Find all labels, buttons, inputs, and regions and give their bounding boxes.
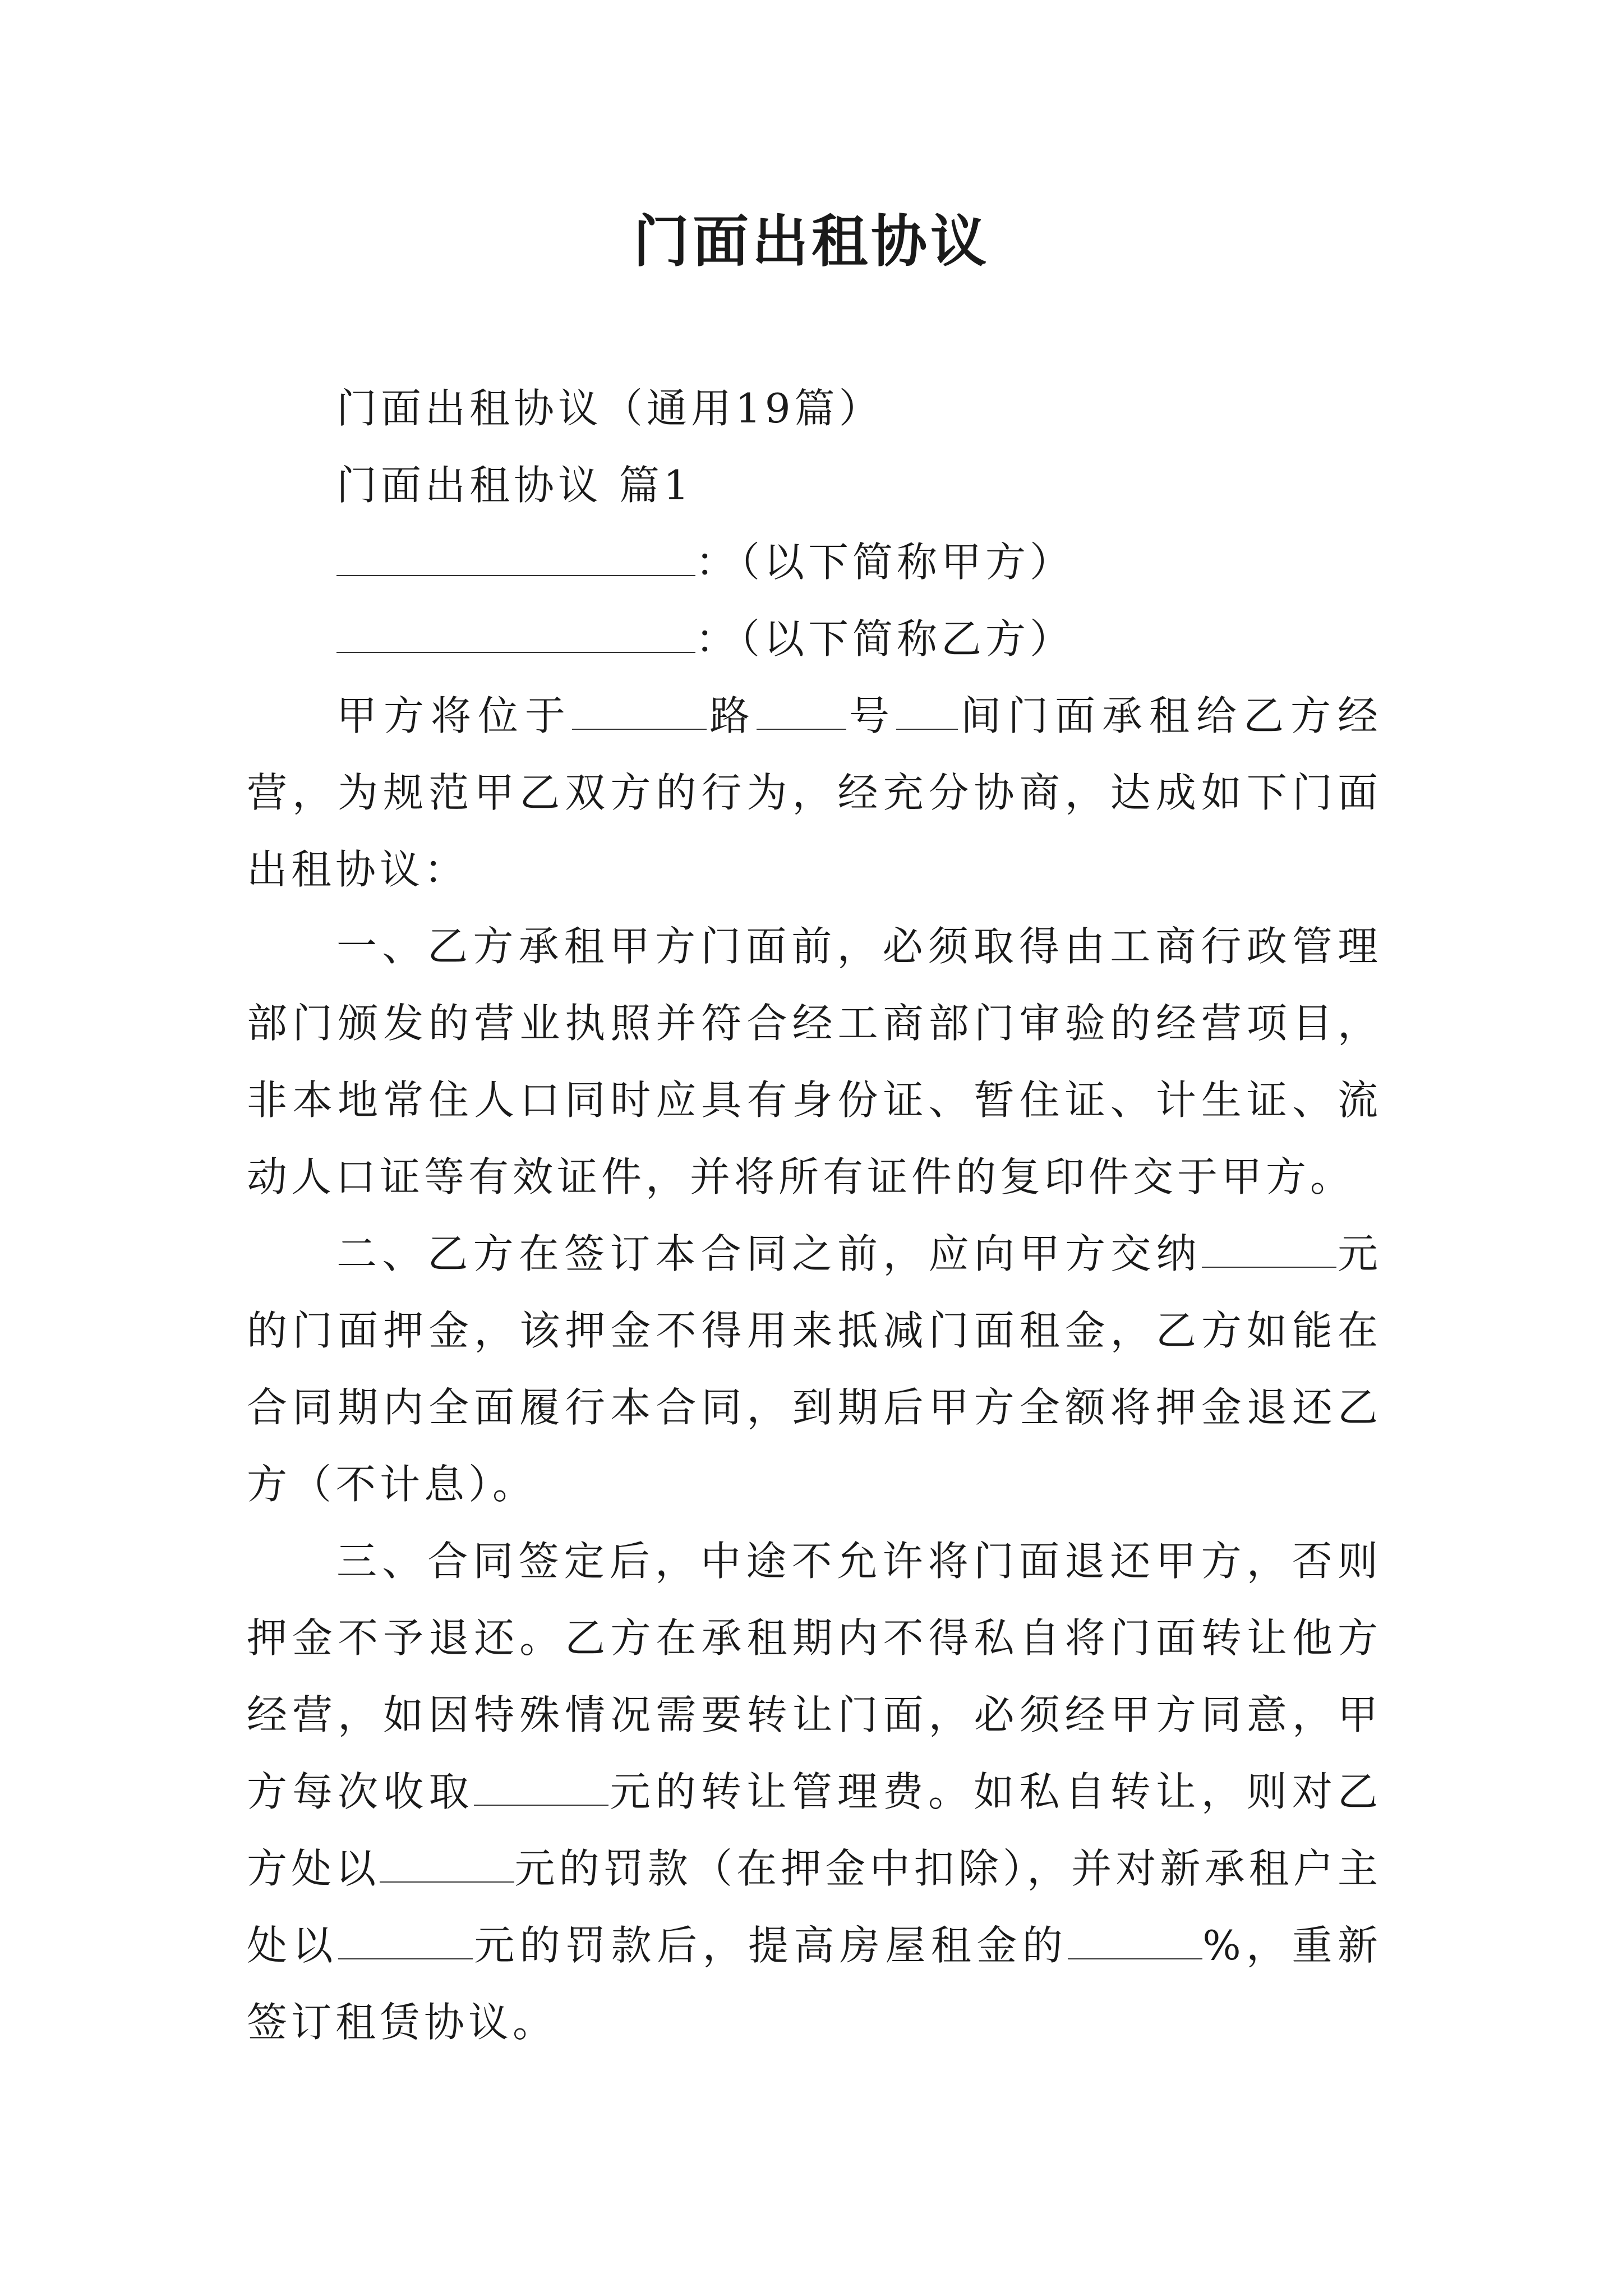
address-road-blank <box>572 695 707 730</box>
intro-text-3: 号 <box>846 692 896 739</box>
document-subtitle: 门面出租协议（通用19篇） <box>336 385 883 432</box>
clause-3-text-4: 元的罚款后，提高房屋租金的 <box>472 1922 1068 1969</box>
clause-3-text-1: 三、合同签定后，中途不允许将门面退还甲方，否则押金不予退还。乙方在承租期内不得私自将门面转让他方经营，如因特殊情况需要转让门面，必须经甲方同意，甲方每次收取 <box>247 1538 1382 1815</box>
section-heading: 门面出租协议 篇1 <box>336 462 693 509</box>
intro-text-2: 路 <box>706 692 757 739</box>
clause-2-paragraph <box>247 1216 1382 1523</box>
intro-text-1: 甲方将位于 <box>336 692 572 739</box>
document-title: 门面出租协议 <box>633 208 990 274</box>
party-b-suffix: ：（以下简称乙方） <box>695 615 1075 662</box>
new-tenant-fine-blank <box>338 1925 473 1959</box>
document-body <box>247 370 1382 2061</box>
party-b-blank <box>336 618 695 653</box>
party-a-suffix: ：（以下简称甲方） <box>695 539 1075 586</box>
clause-2-text-2: 元的门面押金，该押金不得用来抵减门面租金，乙方如能在合同期内全面履行本合同，到期后甲方全额将押金退还乙方（不计息）。 <box>247 1230 1382 1508</box>
clause-1-paragraph: 一、乙方承租甲方门面前，必须取得由工商行政管理部门颁发的营业执照并符合经工商部门审验的经营项目，非本地常住人口同时应具有身份证、暂住证、计生证、流动人口证等有效证件，并将所有证件的复印件交于甲方。 <box>247 923 1382 1200</box>
clause-3-text-2: 元的转让管理费。如私自转让，则对乙方处以 <box>247 1768 1382 1892</box>
room-count-blank <box>896 695 958 730</box>
deposit-amount-blank <box>1202 1233 1336 1268</box>
address-number-blank <box>757 695 846 730</box>
party-a-line <box>247 524 1382 601</box>
party-b-line <box>247 601 1382 678</box>
rent-increase-percent-blank <box>1068 1925 1202 1959</box>
clause-3-text-5: %，重新签订租赁协议。 <box>247 1922 1382 2046</box>
party-a-blank <box>336 541 695 576</box>
intro-paragraph <box>247 678 1382 908</box>
intro-text-4: 间门面承租给乙方经营，为规范甲乙双方的行为，经充分协商，达成如下门面出租协议： <box>247 692 1382 893</box>
tenant-fine-blank <box>380 1848 514 1883</box>
clause-3-paragraph <box>247 1523 1382 2061</box>
clause-2-text-1: 二、乙方在签订本合同之前，应向甲方交纳 <box>336 1230 1202 1277</box>
transfer-fee-blank <box>474 1771 608 1806</box>
clause-3-text-3: 元的罚款（在押金中扣除），并对新承租户主处以 <box>247 1845 1382 1969</box>
